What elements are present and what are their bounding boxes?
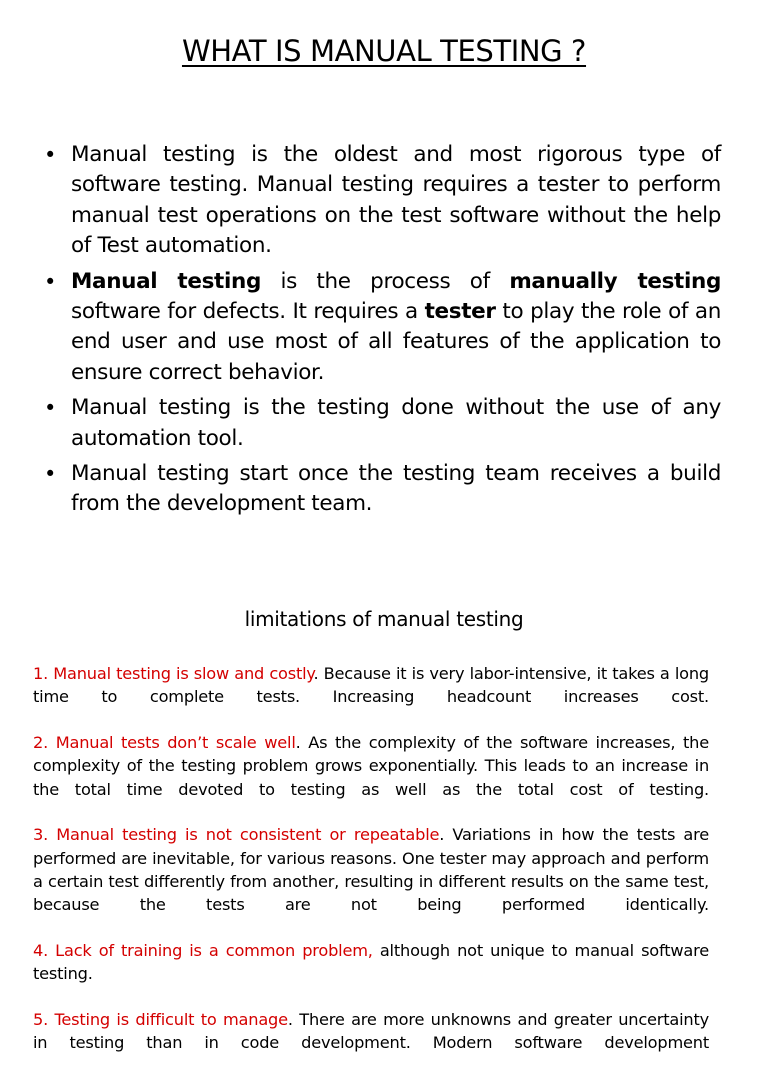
- limitation-text: although not unique to manual software testing.: [33, 940, 709, 983]
- limitation-highlight: 1. Manual testing is slow and costly: [33, 664, 314, 684]
- limitation-text: . Variations in how the tests are performed are inevitable, for various reasons. One tester may approach and perform a certain test differently from another, resulting in different results on the same test, because the tests are not being performed identically.: [33, 825, 709, 914]
- bullet-item: [44, 459, 721, 520]
- page-title: WHAT IS MANUAL TESTING ?: [181, 34, 587, 68]
- limitation-highlight: 3. Manual testing is not consistent or repeatable: [33, 825, 440, 845]
- bullet-item: [44, 393, 721, 454]
- bullet-icon: •: [44, 269, 57, 294]
- bullet-item: [44, 267, 721, 389]
- limitation-text: . As the complexity of the software increases, the complexity of the testing problem grows exponentially. This leads to an increase in the total time devoted to testing as well as the total cost of testing.: [33, 733, 709, 799]
- bullet-text: Manual testing is the oldest and most rigorous type of software testing. Manual testing requires a tester to perform manual test operations on the test software without the help of Test automation.: [71, 142, 721, 259]
- limitation-highlight: 2. Manual tests don’t scale well: [33, 733, 296, 753]
- bold-term: Manual testing: [71, 268, 261, 294]
- bullet-icon: •: [44, 462, 57, 487]
- limitation-highlight: 4. Lack of training is a common problem,: [33, 940, 373, 960]
- limitation-item: [33, 731, 709, 801]
- limitation-highlight: 5. Testing is difficult to manage: [33, 1009, 288, 1029]
- limitation-text: . There are more unknowns and greater uncertainty in testing than in code development. Modern software development: [33, 1009, 709, 1052]
- limitation-text: . Because it is very labor-intensive, it takes a long time to complete tests. Increasing headcount increases cost.: [33, 664, 709, 707]
- limitations-list: [33, 646, 709, 1077]
- limitation-item: [33, 939, 709, 985]
- bullet-icon: •: [44, 143, 57, 167]
- limitation-item: [33, 1008, 709, 1054]
- bullet-item: [44, 140, 721, 262]
- limitation-item: [33, 662, 709, 708]
- bullet-text: Manual testing is the testing done without the use of any automation tool.: [71, 395, 721, 451]
- bullet-list: [44, 140, 721, 525]
- bullet-text: Manual testing start once the testing team receives a build from the development team.: [71, 461, 721, 517]
- bullet-text: Manual testing is the process of manually testing software for defects. It requires a tester to play the role of an end user and use most of all features of the application to ensure correct behavior.: [71, 268, 722, 385]
- bold-term: tester: [424, 299, 496, 325]
- bullet-icon: •: [44, 396, 57, 421]
- bold-term: manually testing: [509, 268, 722, 294]
- limitations-heading: limitations of manual testing: [244, 607, 524, 631]
- limitation-item: [33, 823, 709, 916]
